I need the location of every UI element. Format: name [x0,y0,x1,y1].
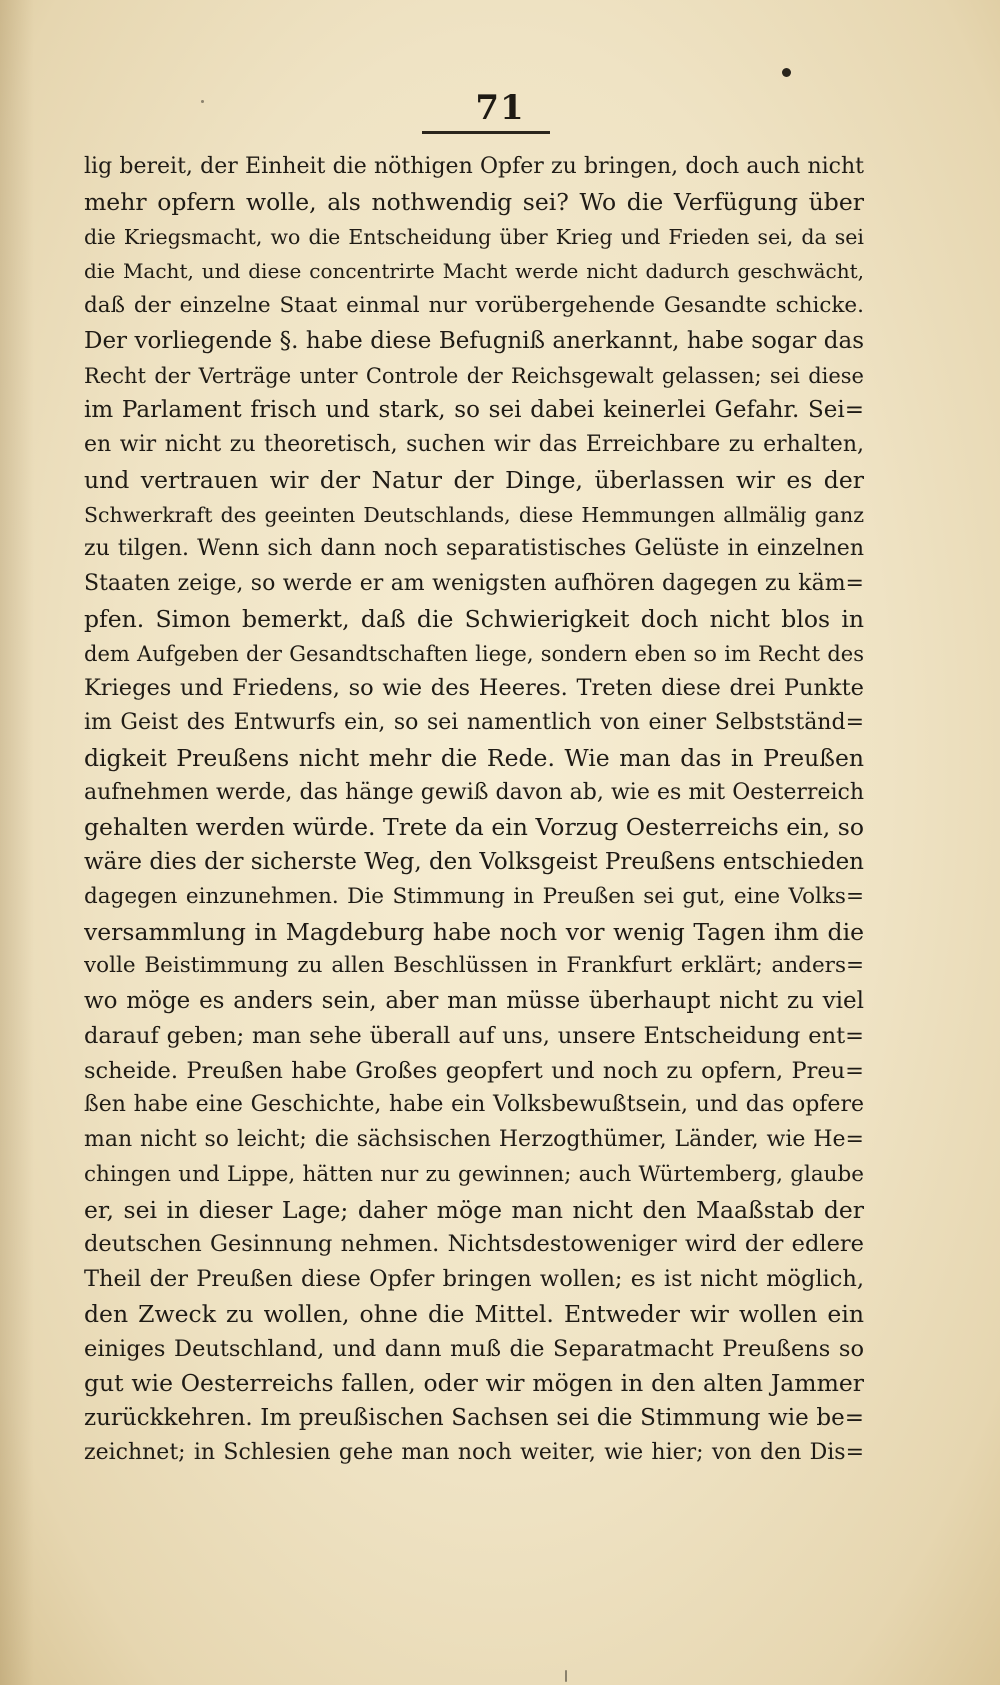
text-line: einiges Deutschland, und dann muß die Separatmacht Preußens so [84,1335,864,1362]
text-line: en wir nicht zu theoretisch, suchen wir das Erreichbare zu erhalten, [84,432,864,457]
text-line: Staaten zeige, so werde er am wenigsten aufhören dagegen zu käm= [84,571,864,596]
text-line: digkeit Preußens nicht mehr die Rede. Wie man das in Preußen [84,743,864,772]
text-line: chingen und Lippe, hätten nur zu gewinnen; auch Würtemberg, glaube [84,1161,864,1187]
text-line: Krieges und Friedens, so wie des Heeres. Treten diese drei Punkte [84,675,864,702]
text-line: die Macht, und diese concentrirte Macht werde nicht dadurch geschwächt, [84,259,864,284]
text-line: daß der einzelne Staat einmal nur vorübergehende Gesandte schicke. [84,293,864,318]
text-line: ßen habe eine Geschichte, habe ein Volksbewußtsein, und das opfere [84,1092,864,1118]
body-text [84,150,864,1471]
text-line: deutschen Gesinnung nehmen. Nichtsdestoweniger wird der edlere [84,1231,864,1258]
text-line: die Kriegsmacht, wo die Entscheidung über Krieg und Frieden sei, da sei [84,224,864,249]
text-line: dagegen einzunehmen. Die Stimmung in Preußen sei gut, eine Volks= [84,883,864,909]
text-line: aufnehmen werde, das hänge gewiß davon ab, wie es mit Oesterreich [84,779,864,805]
text-line: im Parlament frisch und stark, so sei dabei keinerlei Gefahr. Sei= [84,397,864,424]
text-line: mehr opfern wolle, als nothwendig sei? Wo die Verfügung über [84,187,864,216]
text-line: gut wie Oesterreichs fallen, oder wir mögen in den alten Jammer [84,1369,864,1398]
ink-speck [565,1670,567,1682]
text-line: lig bereit, der Einheit die nöthigen Opfer zu bringen, doch auch nicht [84,154,864,179]
text-line: er, sei in dieser Lage; daher möge man nicht den Maaßstab der [84,1195,864,1224]
text-line: wo möge es anders sein, aber man müsse überhaupt nicht zu viel [84,988,864,1014]
text-line: wäre dies der sicherste Weg, den Volksgeist Preußens entschieden [84,849,864,875]
text-line: Der vorliegende §. habe diese Befugniß anerkannt, habe sogar das [84,327,864,354]
text-line: volle Beistimmung zu allen Beschlüssen in Frankfurt erklärt; anders= [84,953,864,979]
text-line: scheide. Preußen habe Großes geopfert und noch zu opfern, Preu= [84,1057,864,1084]
text-line: Schwerkraft des geeinten Deutschlands, diese Hemmungen allmälig ganz [84,502,864,527]
ink-speck [782,68,791,77]
text-line: im Geist des Entwurfs ein, so sei namentlich von einer Selbstständ= [84,710,864,735]
text-line: man nicht so leicht; die sächsischen Herzogthümer, Länder, wie He= [84,1127,864,1152]
text-line: gehalten werden würde. Trete da ein Vorzug Oesterreichs ein, so [84,813,864,842]
page-number: 71 [475,88,525,128]
header-rule [422,131,550,134]
text-line: pfen. Simon bemerkt, daß die Schwierigkeit doch nicht blos in [84,604,864,633]
text-line: den Zweck zu wollen, ohne die Mittel. Entweder wir wollen ein [84,1299,864,1328]
text-line: Recht der Verträge unter Controle der Reichsgewalt gelassen; sei diese [84,363,864,388]
text-line: Theil der Preußen diese Opfer bringen wollen; es ist nicht möglich, [84,1266,864,1292]
text-line: versammlung in Magdeburg habe noch vor wenig Tagen ihm die [84,917,864,946]
text-line: zeichnet; in Schlesien gehe man noch weiter, wie hier; von den Dis= [84,1439,864,1465]
text-line: darauf geben; man sehe überall auf uns, unsere Entscheidung ent= [84,1022,864,1049]
text-line: zurückkehren. Im preußischen Sachsen sei die Stimmung wie be= [84,1405,864,1431]
text-line: und vertrauen wir der Natur der Dinge, überlassen wir es der [84,465,864,494]
text-line: dem Aufgeben der Gesandtschaften liege, sondern eben so im Recht des [84,641,864,666]
text-line: zu tilgen. Wenn sich dann noch separatistisches Gelüste in einzelnen [84,536,864,562]
